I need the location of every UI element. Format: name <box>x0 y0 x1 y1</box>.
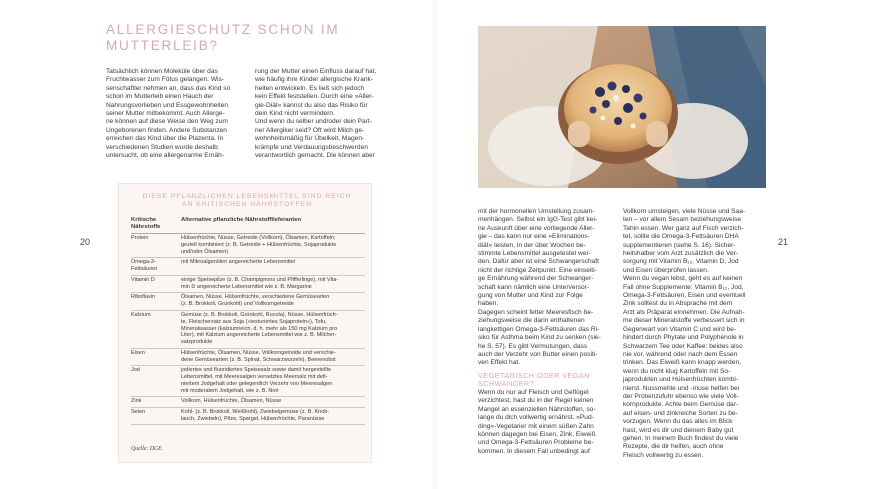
text-column-3 <box>478 208 614 456</box>
body-paragraph: mit der hormonellen Umstellung zusam- menhängen. Selbst ein IgG-Test gibt kei- ne Auskunft über eine vorliegende Aller- gie – das kann nur eine »Eliminations- diät« leisten, in der über Wochen be- stimmte Lebensmittel ausgetestet wer- den. Dafür aber ist eine Schwangerschaft nicht der richtige Zeitpunkt. Eine einseiti- ge Ernährung während der Schwanger- schaft kann nämlich eine Unterversor- gung von Mutter und Kind zur Folge haben. Dagegen scheint fetter Meeresfisch be- ziehungsweise die darin enthaltenen langkettigen Omega-3-Fettsäuren das Ri- siko für Asthma beim Kind zu senken (sie- he S. 57). Es gibt Vermutungen, dass auch der Verzehr von Butter einen positi- ven Effekt hat. <box>478 208 601 367</box>
page-number-right: 21 <box>778 237 789 247</box>
box-title: DIESE PFLANZLICHEN LEBENSMITTEL SIND REICH AN KRITISCHEN NÄHRSTOFFEN <box>142 193 352 208</box>
nutrient-cell: Selen <box>131 407 181 424</box>
text-column-4 <box>623 208 766 460</box>
section-subhead: VEGETARISCH ODER VEGAN SCHWANGER? <box>478 370 590 389</box>
table-row <box>131 233 365 257</box>
text-column-2 <box>255 68 395 160</box>
table-row <box>131 310 365 348</box>
nutrient-cell: Omega-3- Fettsäuren <box>131 258 181 275</box>
body-paragraph: Tatsächlich können Moleküle über das Fruchtwasser zum Fötus gelangen. Wis- senschaftler nehmen an, dass das Kind so schon im Mutterleib einen Hauch der Nahrungsvorlieben und Essgewohnheiten seiner Mutter mitbekommt. Auch Allerge- ne können auf diese Weise den Weg zum Ungeborenen finden. Andere Substanzen erreichen das Kind über die Plazenta. In verschiedenen Studien wurde deshalb untersucht, ob eine allergenarme Ernäh- <box>106 68 231 160</box>
sources-cell: Hülsenfrüchte, Nüsse, Getreide (Vollkorn), Ölsamen, Kartoffeln; gezielt kombiniert (z. B. Getreide + Hülsenfrüchte, Sojaprodukte und/oder Ölsamen) <box>181 233 365 257</box>
table-source: Quelle: DGE <box>131 446 162 452</box>
sources-cell: mit Mikroalgenölen angereicherte Lebensmittel <box>181 258 365 275</box>
table-row <box>131 348 365 365</box>
table-row <box>131 397 365 408</box>
table-header-row <box>131 216 365 233</box>
table-row <box>131 293 365 310</box>
page-gutter <box>433 0 439 489</box>
sources-cell: Gemüse (z. B. Brokkoli, Grünkohl, Rucola), Nüsse, Hülsenfrüch- te, Fleischersatz aus Soja (»texturiertes Sojaprotein«), Tofu, Mineralwasser (kalziumreich, d. h. mehr als 150 mg Kalzium pro Liter), mit Kalzium angereicherte Lebensmittel wie z. B. Milcher- satzprodukte <box>181 310 365 348</box>
sources-cell: Hülsenfrüchte, Ölsamen, Nüsse, Vollkorngetreide und verschie- dene Gemüsearten (z. B. Spinat, Schwarzwurzeln), Beerenobst <box>181 348 365 365</box>
table-row <box>131 407 365 424</box>
nutrient-cell: Riboflavin <box>131 293 181 310</box>
sources-cell: einige Speisepilze (z. B. Champignons und Pfifferlinge), mit Vita- min D angereicherte Lebensmittel wie z. B. Margarine <box>181 275 365 292</box>
nutrient-cell: Kalzium <box>131 310 181 348</box>
table-row <box>131 258 365 275</box>
body-paragraph: Wenn du nur auf Fleisch und Geflügel verzichtest, hast du in der Regel keinen Mangel an essenziellen Nährstoffen, so- lange du dich vollwertig ernährst. »Pud- ding«-Vegetarier mit einem süßen Zahn können dagegen bei Eisen, Zink, Eiweiß und Omega-3-Fettsäuren Probleme be- kommen. In diesem Fall unbedingt auf <box>478 388 596 455</box>
text-column-1 <box>106 68 248 160</box>
table-row <box>131 365 365 396</box>
body-paragraph: Vollkorn umsteigen, viele Nüsse und Saa- ten – vor allem Sesam beziehungsweise Tahin essen. Wer ganz auf Fisch verzich- tet, sollte die Omega-3-Fettsäuren DHA supplementieren (siehe S. 16). Sicher- heitshalber vom Arzt zusätzlich die Ver- sorgung mit Vitamin B₁₂, Vitamin D, Jod und Eisen überprüfen lassen. Wenn du vegan lebst, geht es auf keinen Fall ohne Supplemente: Vitamin B₁₂, Jod, Omega-3-Fettsäuren, Eisen und eventuell Zink solltest du in Absprache mit dem Arzt als Präparat einnehmen. Die Aufnah- me dieser Mineralstoffe verbessert sich in Gegenwart von Vitamin C und wird be- hindert durch Phytate und Polyphenole in Schwarzem Tee oder Kaffee: beides also nie vor, während oder nach dem Essen trinken. Das Eiweiß kann knapp werden, wenn du nicht klug Kartoffeln mit So- japrodukten und Hülsenfrüchten kombi- nierst. Nussmehle und -muse helfen bei der Proteinzufuhr ebenso wie viele Voll- kornprodukte. Achte beim Gemüse dar- auf eisen- und zinkreiche Sorten zu be- vorzugen. Wenn du das alles im Blick hast, wird es dir und deinem Baby gut gehen. In meinem Buch findest du viele Rezepte, die dir helfen, auch ohne Fleisch vollwertig zu essen. <box>623 208 746 459</box>
sources-cell: Vollkorn, Hülsenfrüchte, Ölsamen, Nüsse <box>181 397 365 408</box>
nutrient-cell: Vitamin D <box>131 275 181 292</box>
nutrient-cell: Eisen <box>131 348 181 365</box>
nutrient-cell: Jod <box>131 365 181 396</box>
sources-cell: Ölsamen, Nüsse, Hülsenfrüchte, verschiedene Gemüsearten (z. B. Brokkoli, Grünkohl) und Vollkorngetreide <box>181 293 365 310</box>
page-title: ALLERGIESCHUTZ SCHON IM MUTTERLEIB? <box>106 22 340 53</box>
table-row <box>131 275 365 292</box>
nutrient-table <box>131 216 365 425</box>
nutrient-cell: Protein <box>131 233 181 257</box>
page-number-left: 20 <box>80 237 91 247</box>
body-paragraph: rung der Mutter einen Einfluss darauf hat, wie häufig ihre Kinder allergische Krank- heiten entwickeln. Es ließ sich jedoch kein Effekt feststellen. Durch eine »Aller- gie-Diät« kannst du also das Risiko für dein Kind nicht vermindern. Und wenn du selber und/oder dein Part- ner Allergiker seid? Oft wird Milch ge- wohnheitsmäßig für Übelkeit, Magen- krämpfe und Verdauungsbeschwerden verantwortlich gemacht. Die können aber <box>255 68 377 160</box>
nutrient-cell: Zink <box>131 397 181 408</box>
sources-cell: jodiertes und fluoridiertes Speisesalz sowie damit hergestellte Lebensmittel, mit Meeresalgen versetztes Meersalz mit defi- niertem Jodgehalt oder gelegentlich Verzehr von Meeresalgen mit moderatem Jodgehalt, wie z. B. Nori <box>181 365 365 396</box>
nutrient-info-box <box>118 183 372 463</box>
smoothie-bowl-photo <box>478 26 766 188</box>
table-header-nutrient: Kritische Nährstoffe <box>131 216 181 233</box>
table-header-sources: Alternative pflanzliche Nährstofflieferanten <box>181 216 365 233</box>
sources-cell: Kohl- (z. B. Brokkoli, Weißkohl), Zwiebelgemüse (z. B. Knob- lauch, Zwiebeln), Pilze, Spargel, Hülsenfrüchte, Paranüsse <box>181 407 365 424</box>
